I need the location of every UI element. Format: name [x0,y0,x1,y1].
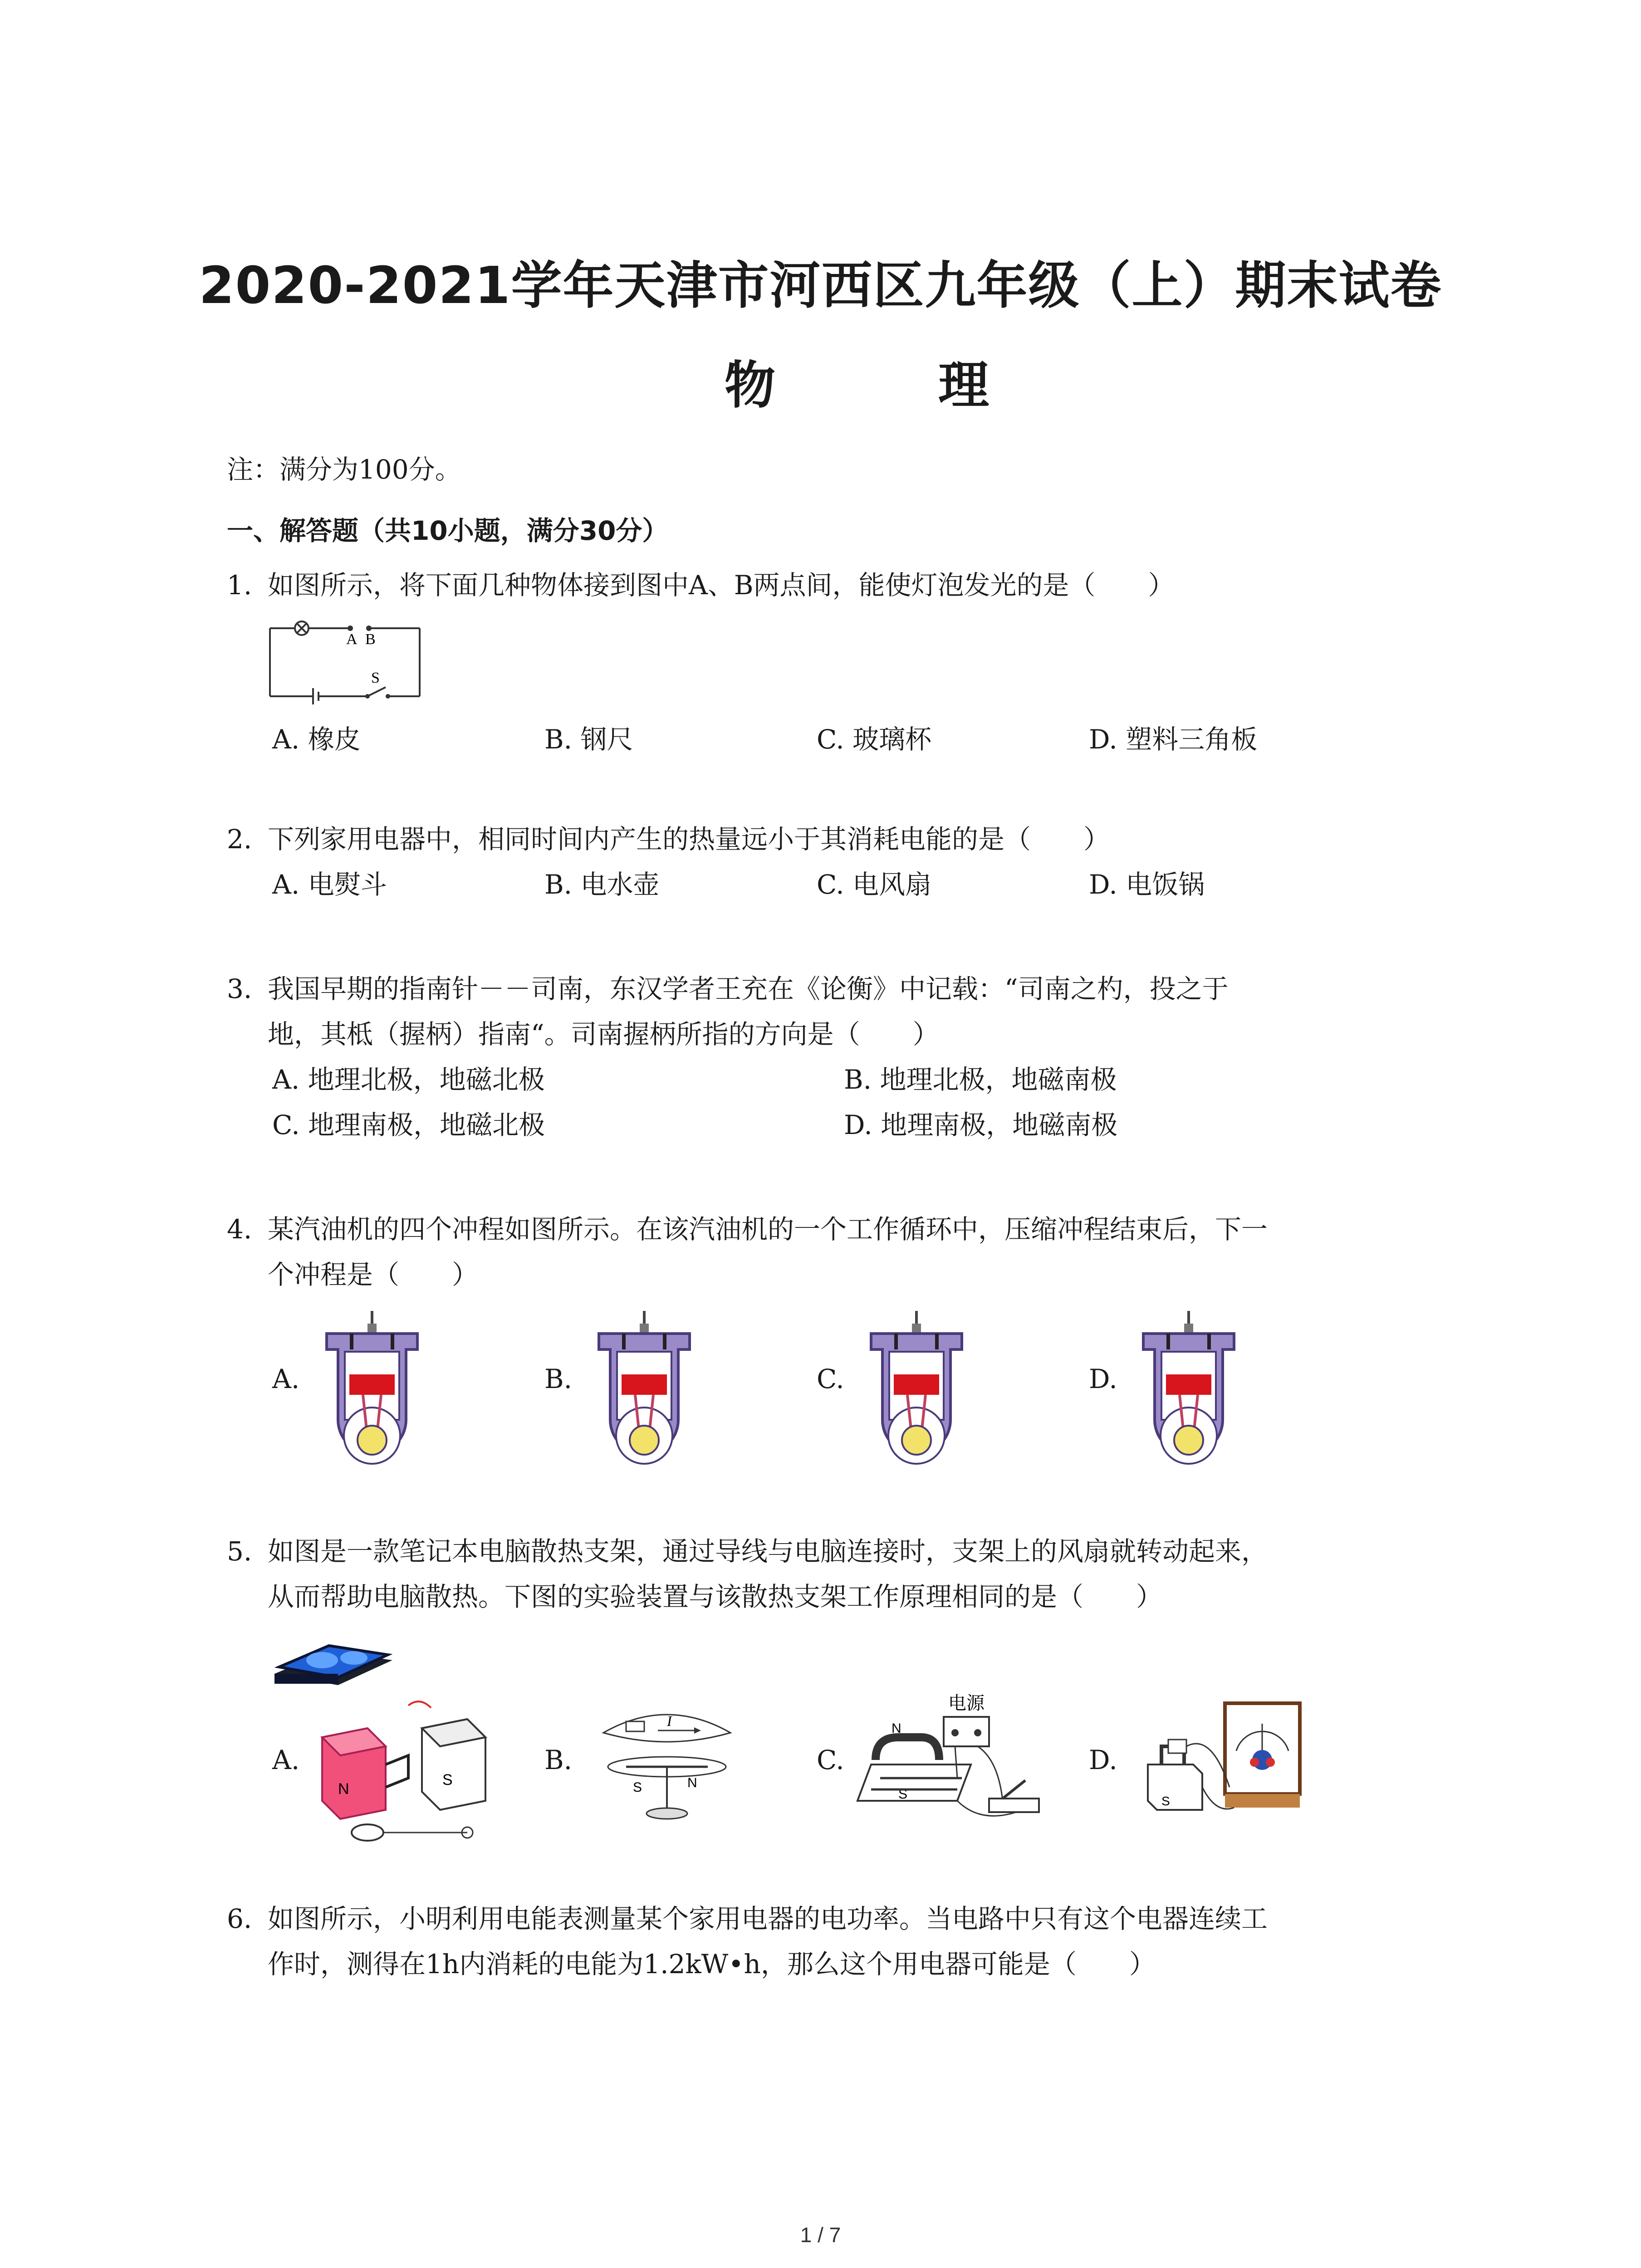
q3-option-b: B. 地理北极，地磁南极 [844,1064,1117,1095]
q1-number: 1. [227,570,252,601]
page-subtitle: 物 理 [725,356,1062,415]
engine-stroke-d-figure [1134,1306,1243,1479]
q4-option-c: C. [817,1364,844,1394]
q5-figure-c [853,1687,1043,1833]
q2-number: 2. [227,824,252,855]
c-magnet-n-label: N [892,1721,901,1736]
q3-text-line2: 地，其柢（握柄）指南“。司南握柄所指的方向是（ ） [268,1019,939,1050]
q1-option-d: D. 塑料三角板 [1089,724,1258,755]
q1-circuit-figure [268,615,422,705]
q2-option-b: B. 电水壶 [544,869,660,900]
q4-option-d: D. [1089,1364,1117,1394]
compass-s-label: S [633,1780,642,1795]
q4-text-line1: 某汽油机的四个冲程如图所示。在该汽油机的一个工作循环中，压缩冲程结束后，下一 [268,1214,1268,1245]
section-title: 一、解答题（共10小题，满分30分） [227,515,669,546]
q6-text-line1: 如图所示，小明利用电能表测量某个家用电器的电功率。当电路中只有这个电器连续工 [268,1903,1268,1934]
magnet-s-label: S [442,1771,453,1789]
d-magnet-s-label: S [1161,1794,1170,1808]
point-a-label: A [346,631,358,648]
engine-stroke-c-figure [862,1306,971,1479]
q3-number: 3. [227,973,252,1004]
page-number: 1 / 7 [800,2223,841,2247]
c-magnet-s-label: S [898,1787,908,1802]
magnet-n-label: N [338,1780,349,1798]
switch-label: S [371,670,380,686]
engine-stroke-b-figure [590,1306,699,1479]
power-supply-label: 电源 [948,1693,985,1714]
q4-option-b: B. [544,1364,573,1394]
q5-figure-a [318,1696,490,1846]
q5-number: 5. [227,1536,252,1567]
q2-text: 下列家用电器中，相同时间内产生的热量远小于其消耗电能的是（ ） [268,824,1110,855]
laptop-cooler-figure [270,1624,397,1692]
q5-text-line2: 从而帮助电脑散热。下图的实验装置与该散热支架工作原理相同的是（ ） [268,1581,1163,1612]
q2-option-c: C. 电风扇 [817,869,932,900]
current-i-label: I [667,1713,672,1729]
compass-n-label: N [687,1775,697,1790]
q1-option-a: A. 橡皮 [272,724,361,755]
q3-option-d: D. 地理南极，地磁南极 [844,1110,1118,1140]
engine-stroke-a-figure [318,1306,426,1479]
q5-figure-b [599,1706,735,1823]
q4-text-line2: 个冲程是（ ） [268,1259,479,1290]
q5-option-c: C. [817,1745,844,1775]
q5-figure-d [1143,1696,1307,1828]
page-title: 2020-2021学年天津市河西区九年级（上）期末试卷 [199,256,1442,315]
q1-option-b: B. 钢尺 [544,724,633,755]
q3-text-line1: 我国早期的指南针－－司南，东汉学者王充在《论衡》中记载：“司南之杓，投之于 [268,973,1229,1004]
q1-text: 如图所示，将下面几种物体接到图中A、B两点间，能使灯泡发光的是（ ） [268,570,1175,601]
q1-option-c: C. 玻璃杯 [817,724,932,755]
q6-number: 6. [227,1903,252,1934]
q5-option-d: D. [1089,1745,1117,1775]
q3-option-a: A. 地理北极，地磁北极 [272,1064,545,1095]
q5-option-b: B. [544,1745,573,1775]
q2-option-d: D. 电饭锅 [1089,869,1205,900]
q5-option-a: A. [272,1745,300,1775]
note: 注：满分为100分。 [227,454,461,485]
q5-text-line1: 如图是一款笔记本电脑散热支架，通过导线与电脑连接时，支架上的风扇就转动起来， [268,1536,1268,1567]
q3-option-c: C. 地理南极，地磁北极 [272,1110,545,1140]
q4-number: 4. [227,1214,252,1245]
q2-option-a: A. 电熨斗 [272,869,387,900]
q6-text-line2: 作时，测得在1h内消耗的电能为1.2kW•h，那么这个用电器可能是（ ） [268,1949,1156,1980]
point-b-label: B [365,631,376,648]
q4-option-a: A. [272,1364,300,1394]
